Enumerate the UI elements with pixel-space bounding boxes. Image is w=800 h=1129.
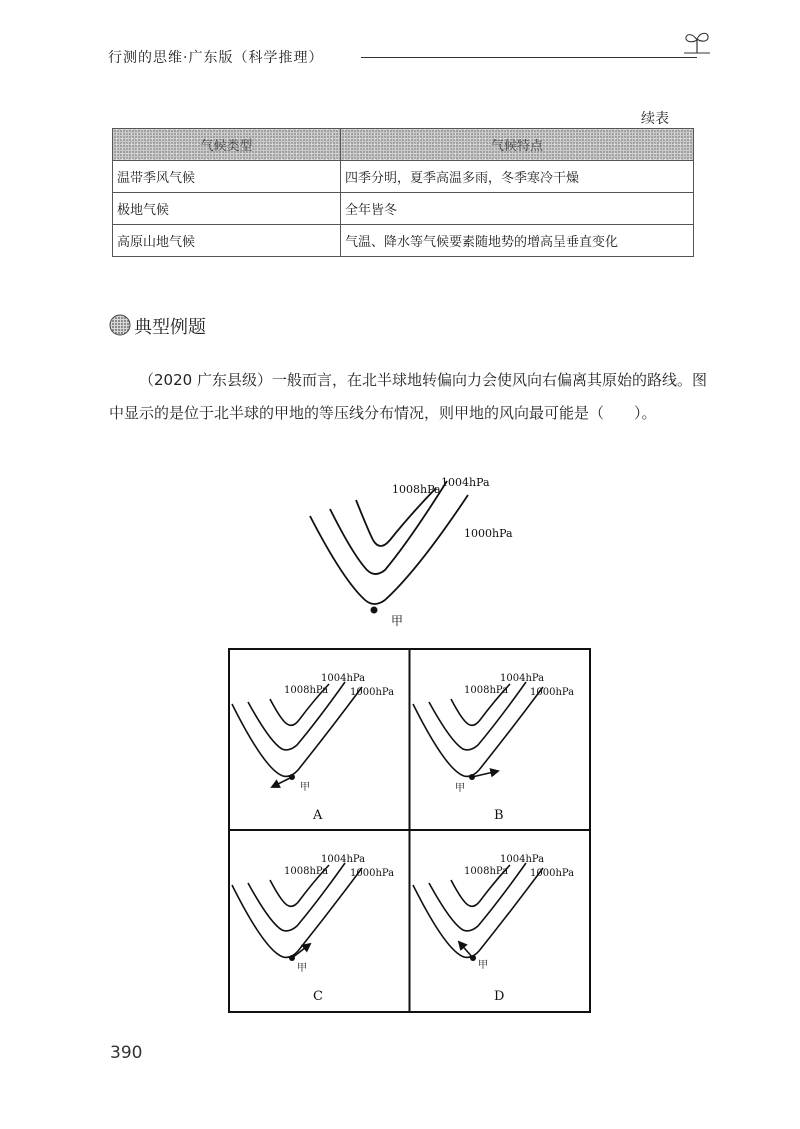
isobar-label-1000: 1000hPa [464, 527, 513, 540]
main-isobar-figure [310, 476, 513, 628]
isobar-label-1008: 1008hPa [284, 685, 329, 696]
isobar-label-1000: 1000hPa [530, 868, 575, 879]
isobar-1000 [413, 687, 543, 776]
isobar-1000 [232, 868, 362, 957]
option-c[interactable] [232, 854, 394, 1004]
page-number: 390 [110, 1043, 143, 1063]
section-title: 典型例题 [134, 317, 206, 338]
option-a[interactable] [232, 673, 394, 823]
isobar-label-1004: 1004hPa [321, 854, 366, 865]
question-paragraph: （2020 广东县级）一般而言，在北半球地转偏向力会使风向右偏离其原始的路线。图中显示的是位于北半球的甲地的等压线分布情况，则甲地的风向最可能是（ ）。 [109, 371, 707, 422]
isobar-label-1008: 1008hPa [464, 866, 509, 877]
column-header-type: 气候类型 [113, 129, 341, 161]
isobar-label-1004: 1004hPa [500, 854, 545, 865]
isobar-1000 [232, 687, 362, 776]
column-header-features: 气候特点 [341, 129, 694, 161]
option-d[interactable] [413, 854, 574, 1004]
location-label: 甲 [455, 783, 465, 794]
isobar-label-1004: 1004hPa [441, 476, 490, 489]
isobar-label-1000: 1000hPa [350, 868, 395, 879]
isobar-1000 [413, 868, 543, 957]
isobar-label-1000: 1000hPa [530, 687, 575, 698]
isobar-label-1004: 1004hPa [500, 673, 545, 684]
isobar-1000 [310, 495, 468, 604]
option-b[interactable] [413, 673, 574, 823]
location-label: 甲 [391, 614, 404, 628]
location-label: 甲 [300, 782, 310, 793]
isobar-label-1008: 1008hPa [284, 866, 329, 877]
isobar-label-1004: 1004hPa [321, 673, 366, 684]
option-letter: C [313, 989, 323, 1004]
isobar-label-1008: 1008hPa [392, 483, 441, 496]
location-label: 甲 [297, 963, 307, 974]
wind-arrow [272, 777, 292, 787]
location-label: 甲 [478, 960, 488, 971]
climate-type-cell: 温带季风气候 [113, 161, 341, 193]
isobar-label-1000: 1000hPa [350, 687, 395, 698]
option-letter: B [494, 808, 504, 823]
climate-type-cell: 极地气候 [113, 193, 341, 225]
climate-feature-cell: 全年皆冬 [341, 193, 694, 225]
option-letter: D [494, 989, 505, 1004]
location-dot [371, 607, 378, 614]
header-title: 行测的思维·广东版（科学推理） [108, 50, 324, 66]
option-letter: A [313, 808, 323, 823]
isobar-label-1008: 1008hPa [464, 685, 509, 696]
climate-feature-cell: 气温、降水等气候要素随地势的增高呈垂直变化 [341, 225, 694, 257]
climate-type-cell: 高原山地气候 [113, 225, 341, 257]
continued-label: 续表 [641, 111, 669, 127]
climate-feature-cell: 四季分明，夏季高温多雨，冬季寒冷干燥 [341, 161, 694, 193]
